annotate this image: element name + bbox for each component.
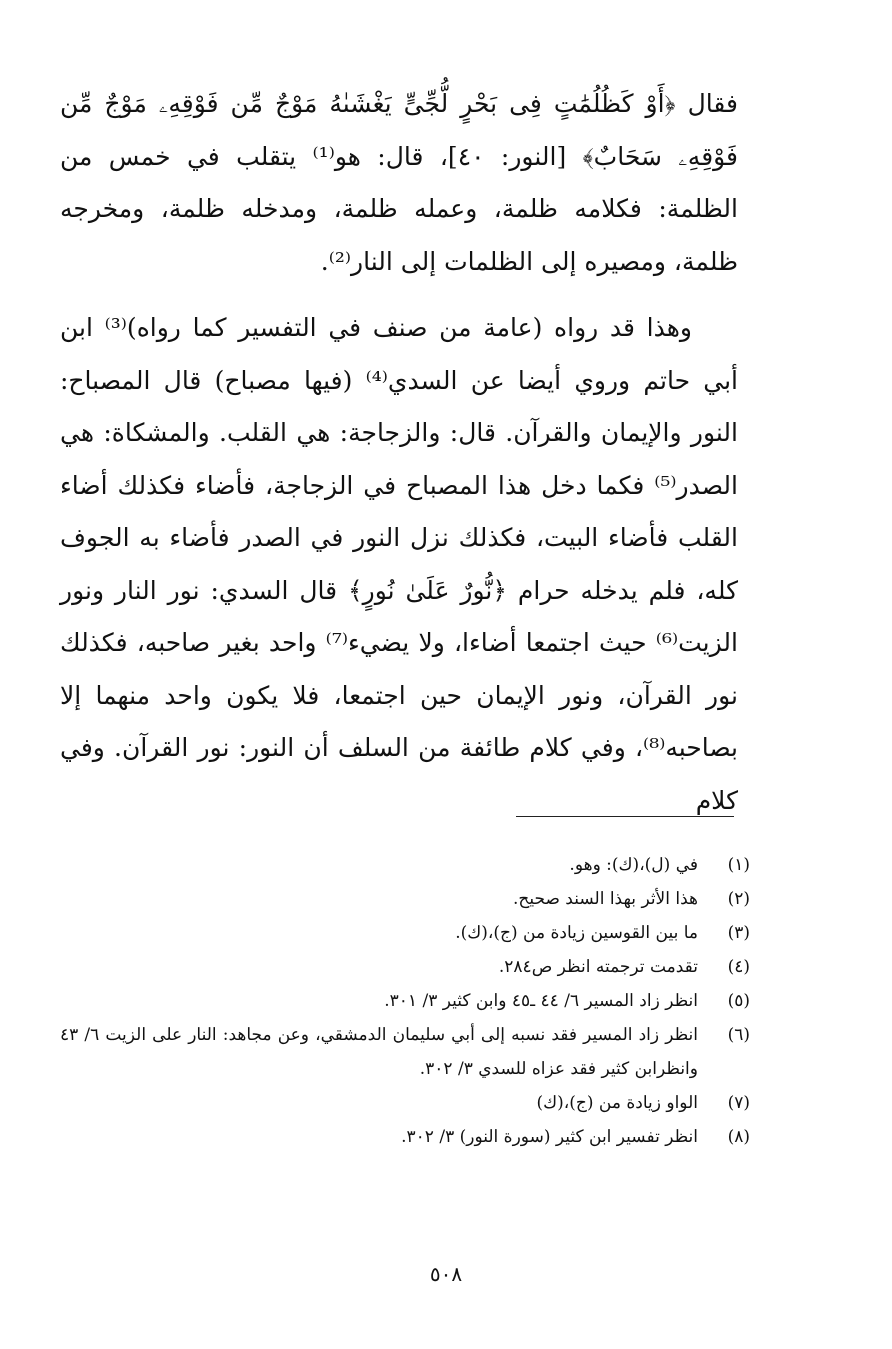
footnote-text: انظر زاد المسير فقد نسبه إلى أبي سليمان الدمشقي، وعن مجاهد: النار على الزيت ٦/ ٤٣ وانظرابن كثير فقد عزاه للسدي ٣/ ٣٠٢.	[60, 1025, 698, 1079]
footnote	[60, 916, 750, 950]
footnote	[60, 1018, 750, 1086]
footnote-number: (٣)	[727, 923, 750, 943]
footnote-text: هذا الأثر بهذا السند صحيح.	[512, 889, 698, 909]
footnote-number: (١)	[727, 855, 750, 875]
footnote-number: (٢)	[727, 889, 750, 909]
footnote	[60, 882, 750, 916]
footnote-number: (٦)	[727, 1025, 750, 1045]
footnote-separator	[516, 816, 734, 817]
footnote-number: (٥)	[727, 991, 750, 1011]
footnote-number: (٧)	[727, 1093, 750, 1113]
footnote	[60, 1086, 750, 1120]
footnote	[60, 950, 750, 984]
main-paragraph-1: فقال ﴿أَوْ كَظُلُمَٰتٍ فِى بَحْرٍ لُّجِّىٍّ يَغْشَىٰهُ مَوْجٌ مِّن فَوْقِهِۦ مَوْجٌ مِّن فَوْقِهِۦ سَحَابٌ﴾ [النور: ٤٠]، قال: هو⁽¹⁾ يتقلب في خمس من الظلمة: فكلامه ظلمة، وعمله ظلمة، ومدخله ظلمة، ومخرجه ظلمة، ومصيره إلى الظلمات إلى النار⁽²⁾.	[60, 89, 739, 276]
footnote	[60, 848, 750, 882]
footnote	[60, 984, 750, 1018]
footnote-text: انظر تفسير ابن كثير (سورة النور) ٣/ ٣٠٢.	[401, 1127, 698, 1147]
footnote-text: تقدمت ترجمته انظر ص٢٨٤.	[498, 957, 698, 977]
footnote-number: (٤)	[727, 957, 750, 977]
page-number: ٥٠٨	[429, 1262, 463, 1286]
main-paragraph-2: وهذا قد رواه (عامة من صنف في التفسير كما رواه)⁽³⁾ ابن أبي حاتم وروي أيضا عن السدي⁽⁴⁾ (فيها مصباح) قال المصباح: النور والإيمان والقرآن. قال: والزجاجة: هي القلب. والمشكاة: هي الصدر⁽⁵⁾ فكما دخل هذا المصباح في الزجاجة، فأضاء فكذلك أضاء القلب فأضاء البيت، فكذلك نزل النور في الصدر فأضاء به الجوف كله، فلم يدخله حرام ﴿نُّورٌ عَلَىٰ نُورٍ﴾ قال السدي: نور النار ونور الزيت⁽⁶⁾ حيث اجتمعا أضاءا، ولا يضيء⁽⁷⁾ واحد بغير صاحبه، فكذلك نور القرآن، ونور الإيمان حين اجتمعا، فلا يكون واحد منهما إلا بصاحبه⁽⁸⁾، وفي كلام طائفة من السلف أن النور: نور القرآن. وفي كلام	[60, 313, 738, 815]
footnote-text: ما بين القوسين زيادة من (ج)،(ك).	[455, 923, 698, 943]
footnote-text: انظر زاد المسير ٦/ ٤٤ ـ٤٥ وابن كثير ٣/ ٣٠١.	[384, 991, 698, 1011]
footnote-text: الواو زيادة من (ج)،(ك)	[536, 1093, 698, 1113]
main-text	[60, 78, 738, 827]
footnotes	[60, 848, 750, 1154]
footnote-text: في (ل)،(ك): وهو.	[569, 855, 698, 875]
footnote	[60, 1120, 750, 1154]
footnote-number: (٨)	[727, 1127, 750, 1147]
